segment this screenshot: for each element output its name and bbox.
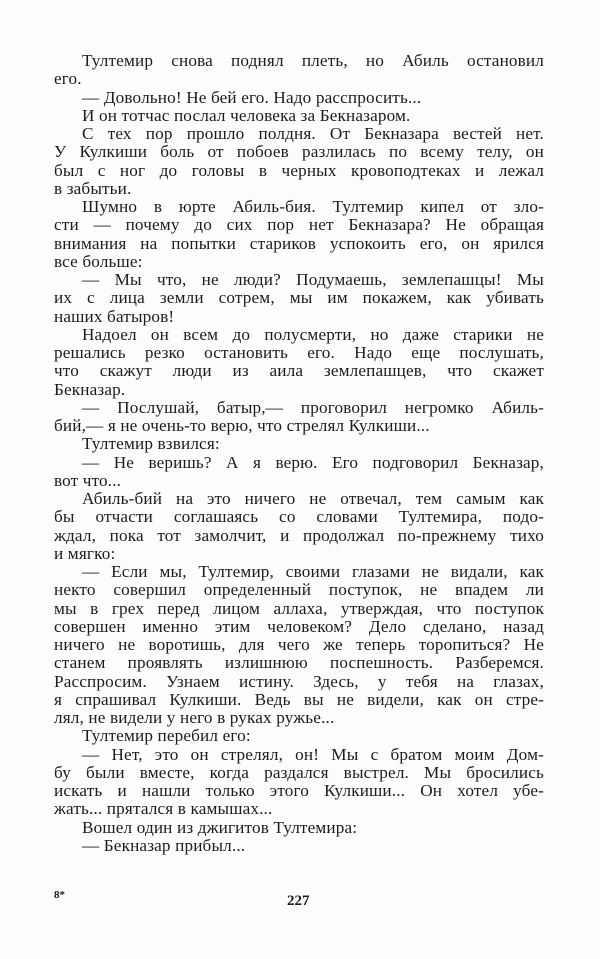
text-line: И он тотчас послал человека за Бекназаром.: [82, 105, 411, 125]
text-line: в забытьи.: [54, 178, 132, 198]
text-line: бу были вместе, когда раздался выстрел. Мы бросились: [54, 762, 544, 782]
text-line: совершен именно этим человеком? Дело сделано, назад: [54, 616, 544, 636]
text-line: их с лица земли сотрем, мы им покажем, как убивать: [54, 288, 544, 308]
page-number: 227: [287, 893, 310, 909]
text-line: решались резко остановить его. Надо еще послушать,: [54, 343, 544, 362]
text-line: внимания на попытки стариков успокоить его, он ярился: [54, 233, 544, 253]
text-line: Надоел он всем до полусмерти, но даже старики не: [82, 324, 544, 344]
text-line: был с ног до головы в черных кровоподтеках и лежал: [54, 160, 544, 180]
text-line: искать и нашли только этого Кулкиши... Он хотел убе-: [54, 781, 544, 800]
text-line: бий,— я не очень-то верю, что стрелял Кулкиши...: [54, 416, 430, 435]
text-line: Вошел один из джигитов Тултемира:: [82, 817, 358, 837]
text-line: Абиль-бий на это ничего не отвечал, тем самым как: [82, 489, 544, 508]
body-text: [54, 52, 544, 855]
text-line: — Не веришь? А я верю. Его подговорил Бекназар,: [82, 452, 544, 472]
text-line: я спрашивал Кулкиши. Ведь вы не видели, как он стре-: [54, 689, 544, 709]
text-line: станем проявлять излишнюю поспешность. Разберемся.: [54, 653, 544, 673]
text-line: ничего не воротишь, для чего же теперь торопиться? Не: [54, 635, 544, 654]
text-line: — Если мы, Тултемир, своими глазами не видали, как: [82, 562, 544, 581]
text-line: некто совершил определенный поступок, не впадем ли: [54, 580, 544, 600]
text-line: С тех пор прошло полдня. От Бекназара вестей нет.: [82, 124, 544, 143]
text-line: — Послушай, батыр,— проговорил негромко Абиль-: [82, 397, 544, 417]
text-line: — Довольно! Не бей его. Надо расспросить...: [82, 87, 422, 107]
text-line: вот что...: [54, 470, 122, 490]
text-line: Бекназар.: [54, 379, 126, 399]
text-line: наших батыров!: [54, 306, 175, 326]
text-line: Тултемир снова поднял плеть, но Абиль остановил: [82, 51, 544, 70]
text-line: У Кулкиши боль от побоев разлилась по всему телу, он: [54, 142, 544, 162]
signature-mark: 8*: [54, 889, 65, 901]
text-line: лял, не видели у него в руках ружье...: [54, 708, 335, 727]
text-line: Шумно в юрте Абиль-бия. Тултемир кипел от зло-: [82, 197, 544, 216]
text-line: Тултемир взвился:: [82, 434, 220, 454]
text-line: его.: [54, 69, 82, 89]
text-line: — Бекназар прибыл...: [82, 835, 246, 855]
text-line: Тултемир перебил его:: [82, 726, 251, 746]
text-line: мы в грех перед лицом аллаха, утверждая, что поступок: [54, 598, 544, 618]
text-line: — Мы что, не люди? Подумаешь, землепашцы! Мы: [82, 270, 544, 289]
text-line: и мягко:: [54, 543, 116, 563]
text-line: ждал, пока тот замолчит, и продолжал по-прежнему тихо: [54, 525, 544, 545]
text-line: что скажут люди из аила землепашцев, что скажет: [54, 361, 544, 381]
text-line: — Нет, это он стрелял, он! Мы с братом моим Дом-: [82, 744, 544, 764]
text-line: все больше:: [54, 251, 143, 271]
text-line: сти — почему до сих пор нет Бекназара? Не обращая: [54, 215, 544, 235]
text-line: бы отчасти соглашаясь со словами Тултемира, подо-: [54, 507, 544, 527]
text-line: Расспросим. Узнаем истину. Здесь, у тебя на глазах,: [54, 671, 544, 691]
text-line: жать... прятался в камышах...: [54, 799, 273, 819]
